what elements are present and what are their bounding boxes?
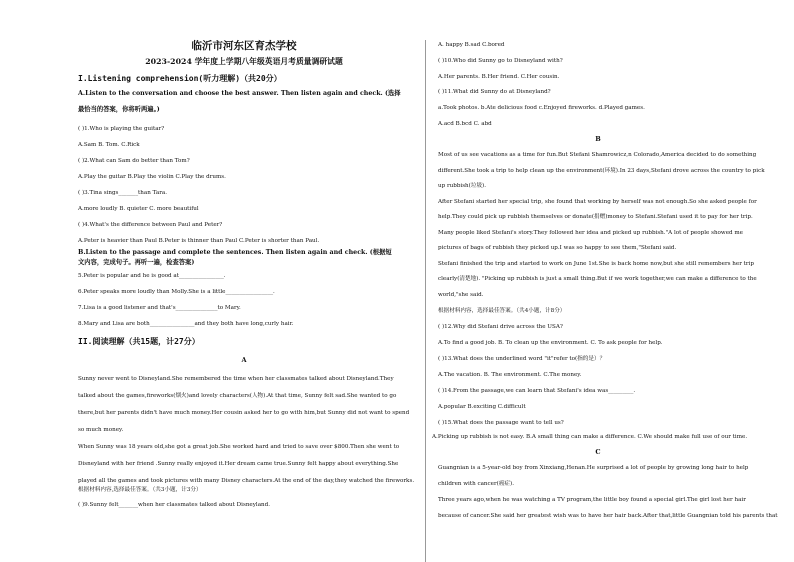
question-7: 7.Lisa is a good listener and that's_______________to Mary. — [78, 305, 241, 311]
passage-line: Guangnian is a 5-year-old boy from Xinxiang,Henan.He surprised a lot of people by growing long hair to help — [438, 465, 749, 471]
passage-line: children with cancer(癌症). — [438, 481, 514, 487]
question-14-options: A.popular B.exciting C.difficult — [438, 404, 526, 410]
listening-a-instruction: A.Listen to the conversation and choose the best answer. Then listen again and check. (选择 — [78, 90, 401, 97]
question-12: ( )12.Why did Stefani drive across the USA? — [438, 324, 563, 330]
question-6: 6.Peter speaks more loudly than Molly.She is a little_________________. — [78, 289, 275, 295]
passage-line: pictures of bags of rubbish they picked up.I was so happy to see them,"Stefani said. — [438, 245, 677, 251]
passage-line: When Sunny was 18 years old,she got a great job.She worked hard and tried to save over $800.Then she went to — [78, 444, 400, 450]
question-13: ( )13.What does the underlined word "it"refer to(指的是）？ — [438, 356, 606, 362]
question-2-options: A.Play the guitar B.Play the violin C.Play the drums. — [78, 174, 226, 180]
listening-b-instruction-cont: 文内容，完成句子。再听一遍，检查答案) — [78, 259, 195, 266]
passage-line: Disneyland with her friend .Sunny really enjoyed it.Her dream came true.Sunny felt happy about everything.She — [78, 461, 399, 467]
passage-b-label: B — [595, 135, 601, 143]
question-5: 5.Peter is popular and he is good at________________. — [78, 273, 226, 279]
listening-a-instruction-cont: 最恰当的答案，你将听两遍。) — [78, 106, 160, 113]
question-15: ( )15.What does the passage want to tell us? — [438, 420, 564, 426]
passage-line: clearly(清楚地). "Picking up rubbish is just a small thing.But if we work together,we can make a difference to the — [438, 276, 757, 282]
passage-line: different.She took a trip to help clean up the environment(环境).In 23 days,Stefani drove across the country to pick — [438, 167, 765, 174]
passage-line: there,but her parents didn't have much money.Her cousin asked her to go with him,but Sunny did not want to spend — [78, 410, 410, 416]
question-4: ( )4.What's the difference between Paul and Peter? — [78, 222, 223, 228]
passage-line: help.They could pick up rubbish themselves or donate(捐赠)money to Stefani.Stefani used it to pay for her trip. — [438, 214, 753, 220]
right-column — [432, 0, 778, 562]
question-1: ( )1.Who is playing the guitar? — [78, 126, 165, 132]
question-11-options: a.Took photos. b.Ate delicious food c.Enjoyed fireworks. d.Played games. — [438, 105, 645, 111]
question-11-choices: A.acd B.bcd C. abd — [438, 121, 492, 127]
question-12-options: A.To find a good job. B. To clean up the environment. C. To ask people for help. — [438, 340, 663, 346]
reading-section-title: II.阅读理解（共15题，计27分） — [78, 337, 200, 346]
question-2: ( )2.What can Sam do better than Tom? — [78, 158, 190, 164]
passage-line: played all the games and took pictures with many Disney characters.At the end of the day,they watched the fireworks. — [78, 478, 415, 484]
question-14: ( )14.From the passage,we can learn that Stefani's idea was_________. — [438, 388, 636, 394]
passage-c-label: C — [595, 448, 601, 456]
passage-line: Three years ago,when he was watching a TV program,the little boy found a special girl.The girl lost her hair — [438, 497, 746, 503]
passage-line: After Stefani started her special trip, she found that working by herself was not enough.So she asked people for — [438, 198, 757, 205]
question-1-options: A.Sam B. Tom. C.Rick — [78, 142, 140, 148]
left-column — [78, 0, 415, 562]
passage-line: Many people liked Stefani's story.They followed her idea and picked up rubbish."A lot of people showed me — [438, 229, 743, 236]
passage-line: Most of us see vacations as a time for fun.But Stefani Shamrowicz,n Colorado,America decided to do something — [438, 152, 757, 158]
question-8: 8.Mary and Lisa are both________________and they both have long,curly hair. — [78, 321, 294, 327]
question-9: ( )9.Sunny felt_______when her classmates talked about Disneyland. — [78, 502, 270, 508]
question-4-options: A.Peter is heavier than Paul B.Peter is thinner than Paul C.Peter is shorter than Paul. — [78, 238, 320, 244]
passage-line: talked about the games,fireworks(烟火)and lovely characters(人物).At that time, Sunny felt sad.She wanted to go — [78, 393, 397, 399]
listening-section-title: I.Listening comprehension(听力理解)（共20分） — [78, 74, 282, 83]
question-10: ( )10.Who did Sunny go to Disneyland with? — [438, 58, 563, 64]
passage-line: Sunny never went to Disneyland.She remembered the time when her classmates talked about Disneyland.They — [78, 376, 394, 382]
question-3: ( )3.Tina sings_______than Tara. — [78, 190, 167, 196]
question-3-options: A.more loudly B. quieter C. more beautiful — [78, 206, 199, 212]
passage-a-label: A — [241, 356, 247, 364]
passage-line: world,"she said. — [438, 291, 484, 298]
school-title: 临沂市河东区育杰学校 — [191, 40, 297, 52]
exam-title: 2023-2024 学年度上学期八年级英语月考质量调研试题 — [145, 57, 343, 66]
passage-line: because of cancer.She said her greatest wish was to have her hair back.After that,little Guangnian told his parents that — [438, 513, 778, 519]
question-10-options: A.Her parents. B.Her friend. C.Her cousin. — [438, 74, 560, 80]
question-15-options: A.Picking up rubbish is not easy. B.A small thing can make a difference. C.We should make full use of our time. — [432, 434, 748, 440]
passage-line: so much money. — [78, 427, 124, 433]
column-divider — [425, 40, 426, 562]
question-13-options: A.The vacation. B. The environment. C.The money. — [438, 372, 582, 378]
passage-a-task: 根据材料内容,选择最佳答案。（共3小题，计3分） — [78, 487, 202, 493]
passage-line: up rubbish(垃圾). — [438, 183, 486, 189]
question-11: ( )11.What did Sunny do at Disneyland? — [438, 89, 551, 95]
listening-b-instruction: B.Listen to the passage and complete the sentences. Then listen again and check. (根据短 — [78, 249, 392, 256]
passage-b-task: 根据材料内容，选择最佳答案。（共4小题，计8分） — [438, 308, 566, 314]
question-9-options: A. happy B.sad C.bored — [438, 42, 505, 48]
passage-line: Stefani finished the trip and started to work on June 1st.She is back home now,but she still remembers her trip — [438, 260, 754, 267]
